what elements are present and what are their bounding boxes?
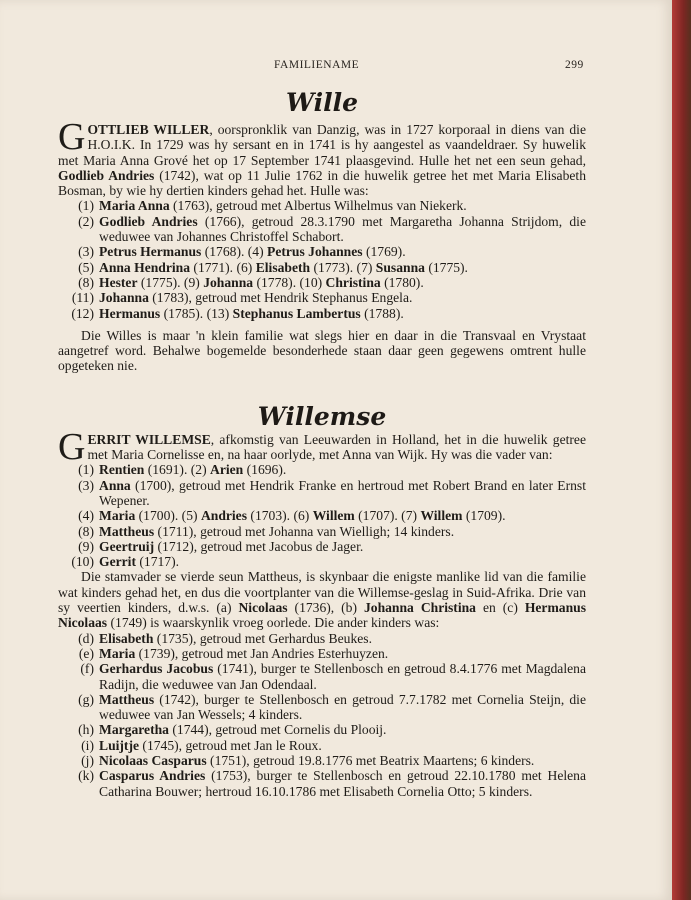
- item-label: (f): [80, 661, 94, 677]
- item-label: (e): [78, 645, 94, 661]
- person-name: Arien: [210, 462, 244, 478]
- wille-closing: Die Willes is maar 'n klein familie wat slegs hier en daar in die Transvaal en Vrystaat aangetref word. Behalwe bogemelde besonderhede staan daar geen gegewens omtrent hulle opgeteken nie.: [58, 327, 586, 374]
- wille-intro: GOTTLIEB WILLER, oorspronklik van Danzig, was in 1727 korporaal in diens van die H.O.I.K. In 1729 was hy sersant en in 1741 is hy aangestel as vaandeldraer. Sy huwelik met Maria Anna Grové het op 17 September 1741 plaasgevind. Hulle het net een seun gehad, Godlieb Andries (1742), wat op 11 Julie 1762 in die huwelik getree het met Maria Elisabeth Bosman, by wie hy dertien kinders gehad het. Hulle was:: [58, 116, 586, 199]
- person-name: Stephanus Lambertus: [232, 305, 361, 321]
- item-label: (i): [81, 737, 94, 753]
- person-name: Christina: [325, 274, 381, 290]
- person-name: Anna Hendrina: [99, 259, 191, 275]
- person-name: Casparus Andries: [99, 768, 206, 784]
- item-label: (10): [71, 554, 94, 570]
- son-name: Godlieb Andries: [58, 167, 155, 183]
- list-item: (12) Hermanus (1785). (13) Stephanus Lambertus (1788).: [58, 306, 586, 321]
- list-item: (2) Godlieb Andries (1766), getroud 28.3.1790 met Margaretha Johanna Strijdom, die weduwee van Johannes Christoffel Schabort.: [58, 214, 586, 245]
- person-name: Luijtje: [99, 737, 140, 753]
- person-name: Johanna: [99, 290, 149, 306]
- list-item: (h) Margaretha (1744), getroud met Cornelis du Plooij.: [58, 722, 586, 737]
- list-item: (11) Johanna (1783), getroud met Hendrik Stephanus Engela.: [58, 290, 586, 305]
- list-item: (k) Casparus Andries (1753), burger te Stellenbosch en getroud 22.10.1780 met Helena Catharina Bouwer; hertroud 16.10.1786 met Elisabeth Cornelia Otto; 5 kinders.: [58, 768, 586, 799]
- person-name: Rentien: [99, 462, 145, 478]
- person-name: Maria Anna: [99, 198, 170, 214]
- page-number: 299: [565, 59, 584, 71]
- willemse-grandchildren-list: [58, 631, 586, 799]
- item-label: (8): [78, 274, 94, 290]
- list-item: (g) Mattheus (1742), burger te Stellenbosch en getroud 7.7.1782 met Cornelia Steijn, die weduwee van Jan Wessels; 4 kinders.: [58, 692, 586, 723]
- person-name: Gerrit: [99, 554, 136, 570]
- person-name: Maria: [99, 645, 136, 661]
- list-item: (1) Maria Anna (1763), getroud met Albertus Wilhelmus van Niekerk.: [58, 198, 586, 213]
- item-label: (5): [78, 259, 94, 275]
- willemse-children-list: [58, 462, 586, 569]
- item-label: (d): [78, 630, 94, 646]
- list-item: (f) Gerhardus Jacobus (1741), burger te Stellenbosch en getroud 8.4.1776 met Magdalena Radijn, die weduwee van Jan Odendaal.: [58, 661, 586, 692]
- person-name: Willem: [420, 508, 463, 524]
- item-label: (12): [71, 305, 94, 321]
- founder-name: ERRIT WILLEMSE: [87, 431, 211, 447]
- person-name: Elisabeth: [99, 630, 154, 646]
- person-name: Susanna: [375, 259, 425, 275]
- list-item: (d) Elisabeth (1735), getroud met Gerhardus Beukes.: [58, 631, 586, 646]
- item-label: (8): [78, 523, 94, 539]
- person-name: Maria: [99, 508, 136, 524]
- person-name: Hermanus: [99, 305, 161, 321]
- list-item: (1) Rentien (1691). (2) Arien (1696).: [58, 462, 586, 477]
- person-name: Geertruij: [99, 538, 155, 554]
- drop-cap: G: [58, 425, 86, 468]
- person-name: Mattheus: [99, 691, 155, 707]
- person-name: Godlieb Andries: [99, 213, 198, 229]
- person-name: Johanna: [203, 274, 254, 290]
- item-label: (1): [78, 198, 94, 214]
- item-label: (3): [78, 244, 94, 260]
- list-item: (3) Petrus Hermanus (1768). (4) Petrus Johannes (1769).: [58, 244, 586, 259]
- wille-children-list: [58, 198, 586, 320]
- person-name: Andries: [200, 508, 248, 524]
- person-name: Petrus Johannes: [267, 244, 363, 260]
- list-item: (8) Hester (1775). (9) Johanna (1778). (10) Christina (1780).: [58, 275, 586, 290]
- person-name: Nicolaas Casparus: [99, 752, 207, 768]
- list-item: (9) Geertruij (1712), getroud met Jacobus de Jager.: [58, 539, 586, 554]
- willemse-paragraph: Die stamvader se vierde seun Mattheus, is skynbaar die enigste manlike lid van die familie wat kinders gehad het, en dus die voortplanter van die Willemse-geslag in Suid-Afrika. Drie van sy veertien kinders, d.w.s. (a) Nicolaas (1736), (b) Johanna Christina en (c) Hermanus Nicolaas (1749) is waarskynlik vroeg oorlede. Die ander kinders was:: [58, 569, 586, 631]
- item-label: (1): [78, 462, 94, 478]
- person-name: Anna: [99, 477, 131, 493]
- item-label: (2): [78, 213, 94, 229]
- founder-name: OTTLIEB WILLER: [87, 122, 210, 137]
- item-label: (4): [78, 508, 94, 524]
- book-edge: [672, 0, 691, 900]
- person-name: Elisabeth: [255, 259, 311, 275]
- item-label: (k): [78, 768, 94, 784]
- list-item: (10) Gerrit (1717).: [58, 554, 586, 569]
- list-item: (4) Maria (1700). (5) Andries (1703). (6) Willem (1707). (7) Willem (1709).: [58, 508, 586, 523]
- section-heading-wille: Wille: [285, 88, 359, 117]
- item-label: (g): [78, 691, 94, 707]
- person-name: Willem: [312, 508, 355, 524]
- item-label: (j): [81, 752, 94, 768]
- list-item: (5) Anna Hendrina (1771). (6) Elisabeth (1773). (7) Susanna (1775).: [58, 260, 586, 275]
- person-name: Margaretha: [99, 722, 169, 738]
- person-name: Hester: [99, 274, 138, 290]
- item-label: (3): [78, 477, 94, 493]
- person-name: Mattheus: [99, 523, 155, 539]
- person-name: Petrus Hermanus: [99, 244, 202, 260]
- running-title: FAMILIENAME: [274, 59, 360, 71]
- item-label: (11): [71, 290, 94, 306]
- page-content: [58, 88, 586, 799]
- item-label: (h): [78, 722, 94, 738]
- list-item: (e) Maria (1739), getroud met Jan Andries Esterhuyzen.: [58, 646, 586, 661]
- list-item: (j) Nicolaas Casparus (1751), getroud 19.8.1776 met Beatrix Maartens; 6 kinders.: [58, 753, 586, 768]
- list-item: (i) Luijtje (1745), getroud met Jan le Roux.: [58, 738, 586, 753]
- willemse-intro: GERRIT WILLEMSE, afkomstig van Leeuwarden in Holland, het in die huwelik getree met Maria Cornelisse en, na haar oorlyde, met Anna van Wijk. Hy was die vader van:: [58, 425, 586, 468]
- list-item: (3) Anna (1700), getroud met Hendrik Franke en hertroud met Robert Brand en later Ernst Wepener.: [58, 478, 586, 509]
- section-heading-willemse: Willemse: [257, 401, 387, 431]
- drop-cap: G: [58, 116, 86, 158]
- item-label: (9): [78, 538, 94, 554]
- person-name: Gerhardus Jacobus: [99, 661, 214, 677]
- list-item: (8) Mattheus (1711), getroud met Johanna van Wielligh; 14 kinders.: [58, 524, 586, 539]
